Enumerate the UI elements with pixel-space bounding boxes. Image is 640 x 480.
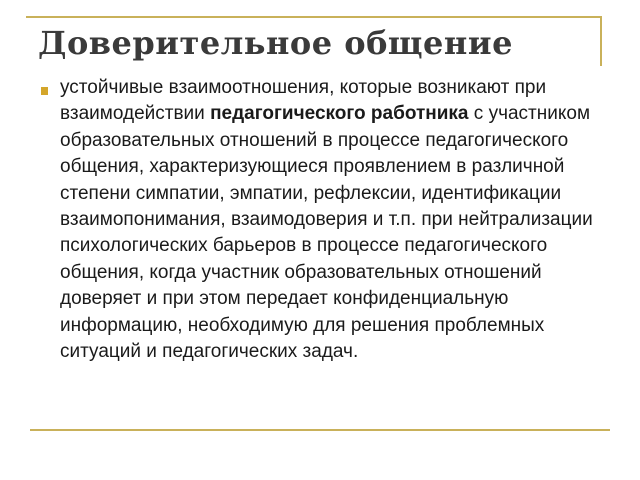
title-frame-right-line <box>600 16 602 66</box>
bullet-marker-icon <box>41 87 48 95</box>
body-text-bold: педагогического работника <box>210 103 469 125</box>
body-text-before: устойчивые взаимоотношения, которые возникают при взаимодействии <box>60 77 547 125</box>
slide-body-text <box>60 75 608 365</box>
body-text-after: с участником образовательных отношений в процессе педагогического общения, характеризующиеся проявлением в различной степени симпатии, эмпатии, рефлексии, идентификации взаимопонимания, взаимодоверия и т.п. при нейтрализации психологических барьеров в процессе педагогического общения, когда участник образовательных отношений доверяет и при этом передает конфиденциальную информацию, необходимую для решения проблемных ситуаций и педагогических задач. <box>60 103 593 363</box>
title-frame-top-line <box>26 16 602 18</box>
slide-title: Доверительное общение <box>38 24 513 62</box>
bottom-divider-line <box>30 429 610 431</box>
